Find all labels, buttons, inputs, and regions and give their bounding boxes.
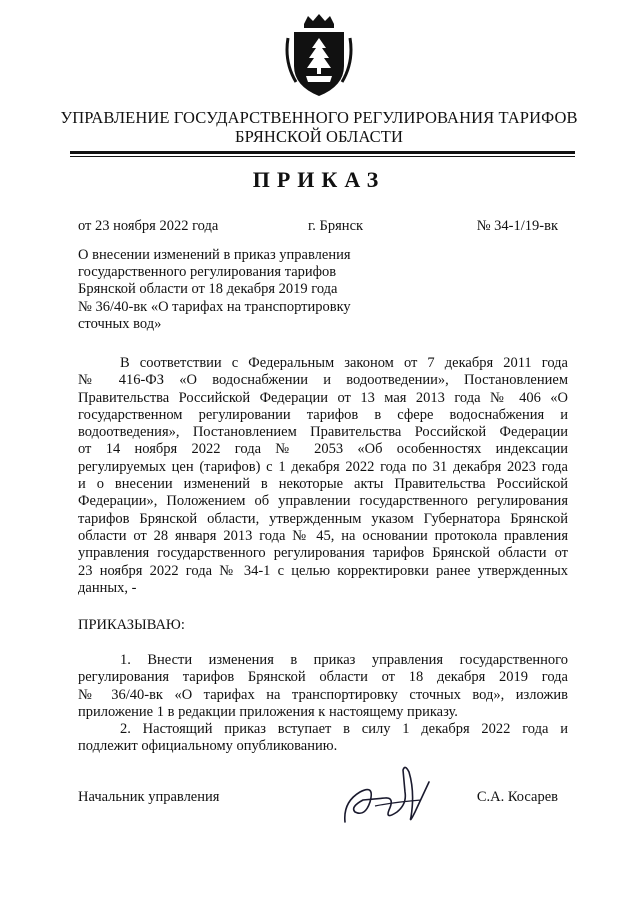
preamble-line: регулируемых цен (тарифов) с 1 декабря 2022 года по 31 декабря 2023 года bbox=[78, 458, 568, 475]
preamble-line: тарифов Брянской области, утвержденным указом Губернатора Брянской bbox=[78, 510, 568, 527]
org-line-2: БРЯНСКОЙ ОБЛАСТИ bbox=[235, 127, 403, 146]
item-2-line: подлежит официальному опубликованию. bbox=[78, 738, 338, 755]
item-1-line: регулирования тарифов Брянской области от 18 декабря 2019 года bbox=[78, 669, 568, 686]
signer-position: Начальник управления bbox=[78, 789, 220, 805]
signer-name: С.А. Косарев bbox=[476, 789, 558, 805]
subject-line: О внесении изменений в приказ управления bbox=[78, 247, 351, 263]
handwritten-signature bbox=[325, 762, 445, 832]
org-line-1: УПРАВЛЕНИЕ ГОСУДАРСТВЕННОГО РЕГУЛИРОВАНИЯ ТАРИФОВ bbox=[60, 108, 578, 127]
preamble-line: управления государственного регулирования тарифов Брянской области от bbox=[78, 545, 568, 562]
preamble-line: государственном регулировании тарифов в сфере водоснабжения и bbox=[78, 406, 568, 423]
item-1-line: № 36/40-вк «О тарифах на транспортировку сточных вод», изложив bbox=[78, 686, 568, 703]
preamble-line: Федерации», Положением об управлении государственного регулирования bbox=[78, 493, 568, 510]
header-rule-thin bbox=[70, 156, 575, 157]
decree-word: ПРИКАЗЫВАЮ: bbox=[78, 617, 185, 633]
preamble-line: № 416-ФЗ «О водоснабжении и водоотведении», Постановлением bbox=[78, 372, 568, 389]
preamble-line: 23 ноября 2022 года № 34-1 с целью корректировки ранее утвержденных bbox=[78, 562, 568, 579]
preamble-line: данных, - bbox=[78, 579, 137, 596]
item-2-line: 2. Настоящий приказ вступает в силу 1 декабря 2022 года и bbox=[120, 721, 568, 738]
preamble-line: В соответствии с Федеральным законом от 7 декабря 2011 года bbox=[120, 355, 568, 371]
preamble-line: области от 28 января 2013 года № 45, на основании протокола правления bbox=[78, 527, 568, 544]
order-number: № 34-1/19-вк bbox=[476, 218, 558, 234]
order-date: от 23 ноября 2022 года bbox=[78, 218, 219, 234]
order-items bbox=[78, 652, 568, 756]
preamble-paragraph bbox=[78, 355, 568, 597]
document-title: ПРИКАЗ bbox=[252, 167, 386, 192]
issuing-authority bbox=[60, 108, 578, 146]
subject-line: № 36/40-вк «О тарифах на транспортировку bbox=[78, 298, 351, 315]
subject-line: Брянской области от 18 декабря 2019 года bbox=[78, 281, 338, 298]
item-1-line: 1. Внести изменения в приказ управления государственного bbox=[120, 652, 568, 668]
subject-line: сточных вод» bbox=[78, 315, 162, 332]
bryansk-coat-of-arms-icon bbox=[284, 12, 354, 98]
preamble-line: и о внесении изменений в некоторые акты Правительства Российской bbox=[78, 476, 568, 493]
preamble-line: от 14 ноября 2022 года № 2053 «Об особенностях индексации bbox=[78, 441, 568, 458]
header-rule-thick bbox=[70, 151, 575, 154]
item-1-line: приложение 1 в редакции приложения к настоящему приказу. bbox=[78, 703, 458, 720]
preamble-line: водоотведения», Постановлением Правительства Российской Федерации bbox=[78, 424, 568, 441]
order-subject bbox=[78, 247, 378, 333]
order-city: г. Брянск bbox=[308, 218, 364, 234]
preamble-line: Правительства Российской Федерации от 13 мая 2013 года № 406 «О bbox=[78, 389, 568, 406]
subject-line: государственного регулирования тарифов bbox=[78, 264, 337, 281]
